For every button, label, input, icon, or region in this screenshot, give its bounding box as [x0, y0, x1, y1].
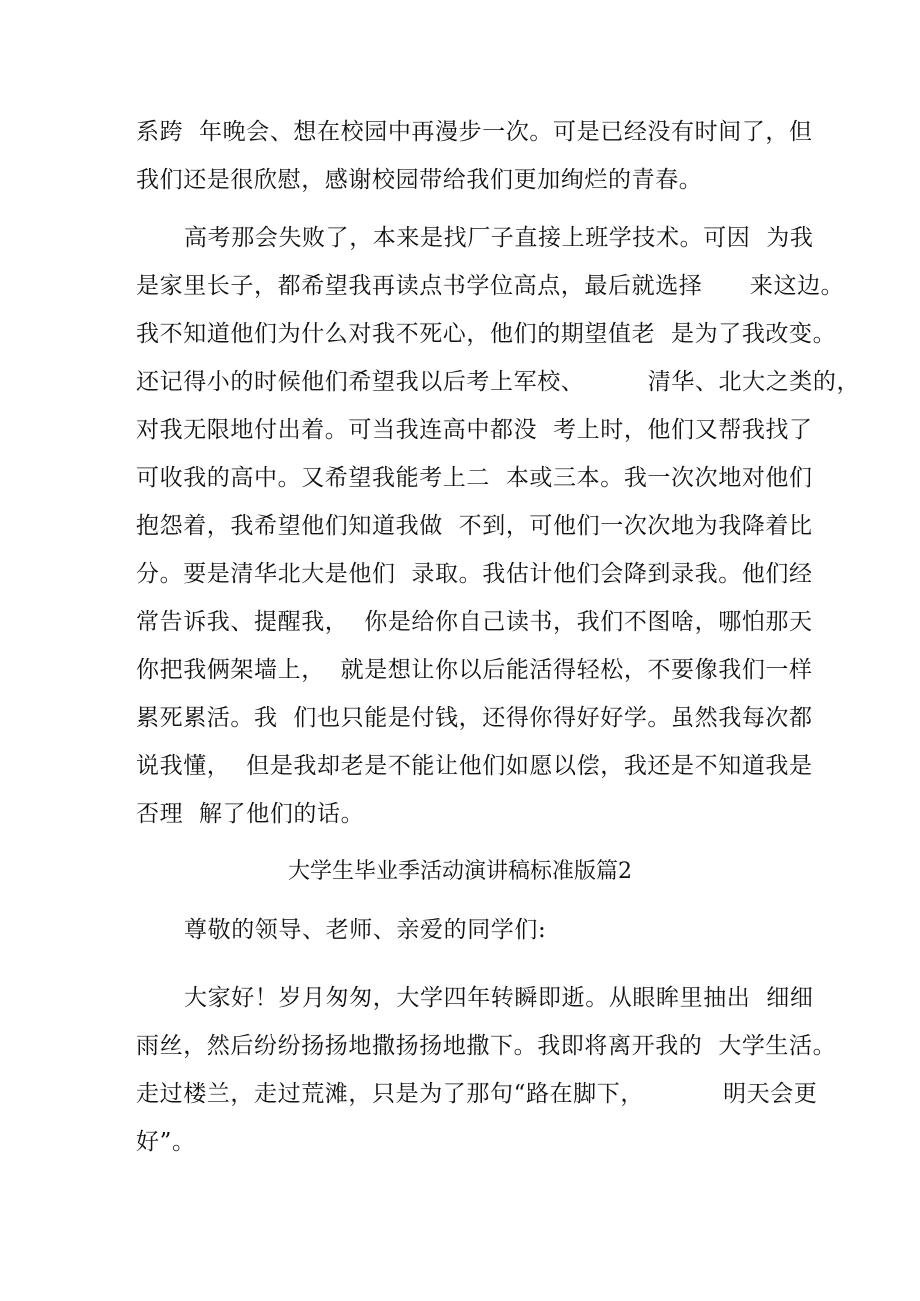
text-line: 雨丝，然后纷纷扬扬地撒扬扬地撒下。我即将离开我的 大学生活。	[136, 1033, 837, 1059]
text-line: 我们还是很欣慰，感谢校园带给我们更加绚烂的青春。	[136, 167, 703, 193]
text-line: 大家好！岁月匆匆，大学四年转瞬即逝。从眼眸里抽出 细细	[184, 985, 814, 1011]
salutation: 尊敬的领导、老师、亲爱的同学们:	[184, 917, 547, 943]
text-line: 高考那会失败了，本来是找厂子直接上班学技术。可因 为我	[184, 225, 814, 251]
text-line: 是家里长子，都希望我再读点书学位高点，最后就选择 来这边。	[136, 273, 845, 299]
text-line: 我不知道他们为什么对我不死心，他们的期望值老 是为了我改变。	[136, 321, 837, 347]
text-line: 说我懂， 但是我却老是不能让他们如愿以偿，我还是不知道我是	[136, 753, 813, 779]
text-line: 可收我的高中。又希望我能考上二 本或三本。我一次次地对他们	[136, 465, 813, 491]
section-heading: 大学生毕业季活动演讲稿标准版篇2	[288, 859, 632, 884]
text-line: 你把我俩架墙上， 就是想让你以后能活得轻松，不要像我们一样	[136, 657, 813, 683]
text-line: 抱怨着，我希望他们知道我做 不到，可他们一次次地为我降着比	[136, 513, 813, 539]
text-line: 常告诉我、提醒我， 你是给你自己读书，我们不图啥，哪怕那天	[136, 609, 813, 635]
text-line: 否理 解了他们的话。	[136, 801, 365, 827]
text-line: 还记得小的时候他们希望我以后考上军校、 清华、北大之类的，	[136, 369, 861, 395]
text-line: 对我无限地付出着。可当我连高中都没 考上时，他们又帮我找了	[136, 417, 813, 443]
text-line: 好”。	[136, 1129, 196, 1155]
text-line: 走过楼兰，走过荒滩，只是为了那句“路在脚下， 明天会更	[136, 1081, 818, 1107]
text-line: 累死累活。我 们也只能是付钱，还得你得好好学。虽然我每次都	[136, 705, 813, 731]
text-line: 系跨 年晚会、想在校园中再漫步一次。可是已经没有时间了，但	[136, 119, 813, 145]
text-line: 分。要是清华北大是他们 录取。我估计他们会降到录我。他们经	[136, 561, 813, 587]
